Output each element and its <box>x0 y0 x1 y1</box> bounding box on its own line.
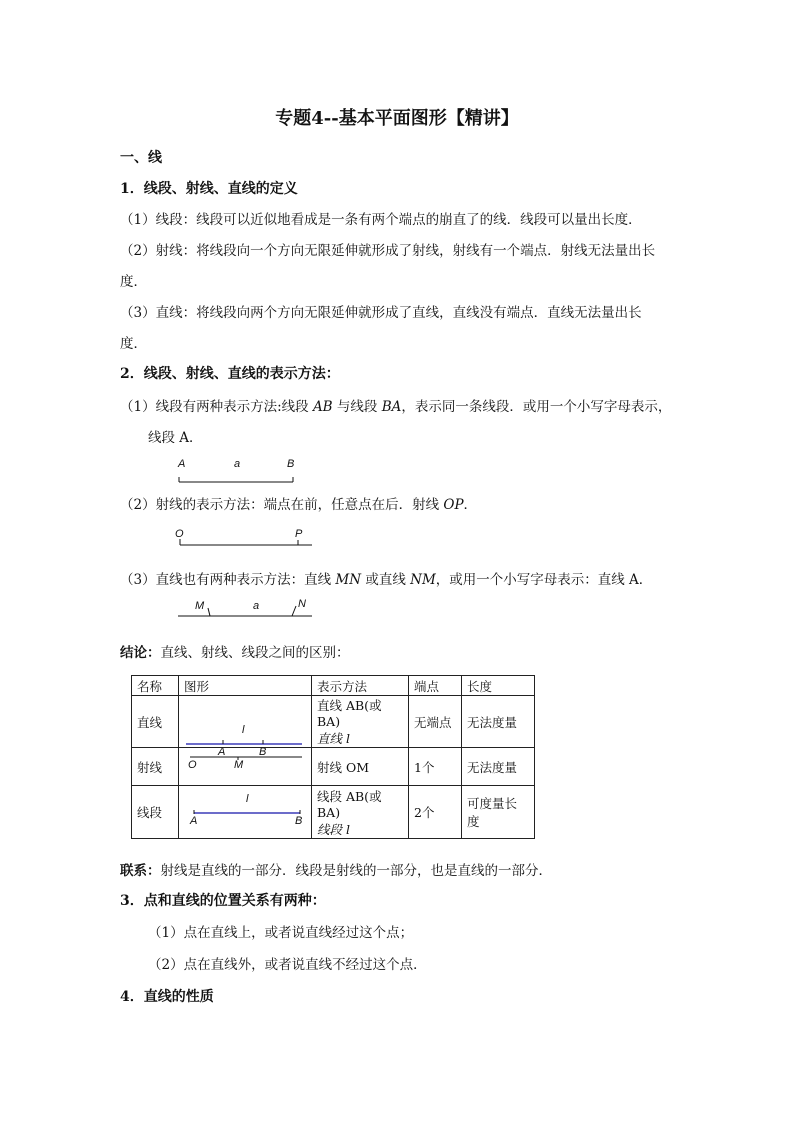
fig1-label-lower-a: a <box>234 458 241 470</box>
comparison-table <box>131 675 535 839</box>
def-line-line1: （3）直线：将线段向两个方向无限延伸就形成了直线，直线没有端点．直线无法量出长 <box>120 305 642 321</box>
fig2-label-o: O <box>175 528 184 540</box>
pos-off-line: （2）点在直线外，或者说直线不经过这个点． <box>148 957 427 973</box>
heading-definitions: 1．线段、射线、直线的定义 <box>120 181 298 197</box>
relation: 联系：射线是直线的一部分．线段是射线的一部分，也是直线的一部分． <box>120 863 552 879</box>
cell-representation: 线段 AB(或 BA) 线段 l <box>312 786 409 839</box>
rep-segment: （1）线段有两种表示方法:线段 AB 与线段 BA，表示同一条线段．或用一个小写字母表示， <box>120 399 672 415</box>
fig-line-label-b: B <box>259 745 267 758</box>
table-row <box>132 696 535 748</box>
def-line-line2: 度． <box>120 336 147 352</box>
cell-endpoints: 1个 <box>409 748 462 786</box>
fig1-label-b: B <box>287 458 295 470</box>
cell-length: 无法度量 <box>462 748 535 786</box>
table-row <box>132 786 535 839</box>
conclusion: 结论：直线、射线、线段之间的区别： <box>120 645 350 661</box>
fig3-label-n: N <box>298 598 306 610</box>
heading-representation: 2．线段、射线、直线的表示方法： <box>120 366 340 382</box>
cell-representation: 直线 AB(或 BA) 直线 l <box>312 696 409 748</box>
cell-length: 无法度量 <box>462 696 535 748</box>
fig3-label-m: M <box>195 600 205 612</box>
fig-segment-label-b: B <box>295 815 303 827</box>
cell-name: 射线 <box>132 748 179 786</box>
fig-ray <box>184 745 306 785</box>
cell-figure <box>179 696 312 758</box>
rep-segment-cont: 线段 A． <box>148 430 203 446</box>
fig-line-label-a: A <box>218 745 226 758</box>
header-endpoints: 端点 <box>409 676 462 696</box>
cell-name: 直线 <box>132 696 179 748</box>
fig2-label-p: P <box>295 528 303 540</box>
fig-segment <box>184 786 306 838</box>
header-name: 名称 <box>132 676 179 696</box>
table-header-row <box>132 676 535 696</box>
cell-length: 可度量长度 <box>462 786 535 839</box>
fig-segment-label-l: l <box>246 793 249 805</box>
rep-line: （3）直线也有两种表示方法：直线 MN 或直线 NM，或用一个小写字母表示：直线 A． <box>120 572 653 588</box>
page-title: 专题4--基本平面图形【精讲】 <box>275 108 519 129</box>
header-length: 长度 <box>462 676 535 696</box>
fig-ray-label-m: M <box>234 759 244 771</box>
header-representation: 表示方法 <box>312 676 409 696</box>
fig3-label-lower-a: a <box>253 600 260 612</box>
def-ray-line2: 度． <box>120 274 147 290</box>
def-segment: （1）线段：线段可以近似地看成是一条有两个端点的崩直了的线．线段可以量出长度． <box>120 212 642 228</box>
cell-endpoints: 无端点 <box>409 696 462 748</box>
cell-figure <box>179 745 312 786</box>
cell-name: 线段 <box>132 786 179 839</box>
heading-point-line: 3．点和直线的位置关系有两种： <box>120 893 326 909</box>
fig-ray-label-o: O <box>188 759 197 771</box>
fig1-label-a: A <box>178 458 186 470</box>
fig3-line <box>176 604 316 620</box>
cell-figure <box>179 786 312 839</box>
header-figure: 图形 <box>179 676 312 696</box>
section-heading: 一、线 <box>120 150 162 166</box>
fig1-segment <box>176 476 296 486</box>
fig-segment-label-a: A <box>190 815 198 827</box>
fig2-ray <box>176 538 316 550</box>
pos-on-line: （1）点在直线上，或者说直线经过这个点； <box>148 925 414 941</box>
rep-ray: （2）射线的表示方法：端点在前，任意点在后．射线 OP． <box>120 497 478 513</box>
cell-endpoints: 2个 <box>409 786 462 839</box>
fig-line-label-l: l <box>242 723 245 736</box>
heading-line-properties: 4．直线的性质 <box>120 989 214 1005</box>
def-ray-line1: （2）射线：将线段向一个方向无限延伸就形成了射线，射线有一个端点．射线无法量出长 <box>120 243 656 259</box>
table-row <box>132 748 535 786</box>
cell-representation: 射线 OM <box>312 748 409 786</box>
